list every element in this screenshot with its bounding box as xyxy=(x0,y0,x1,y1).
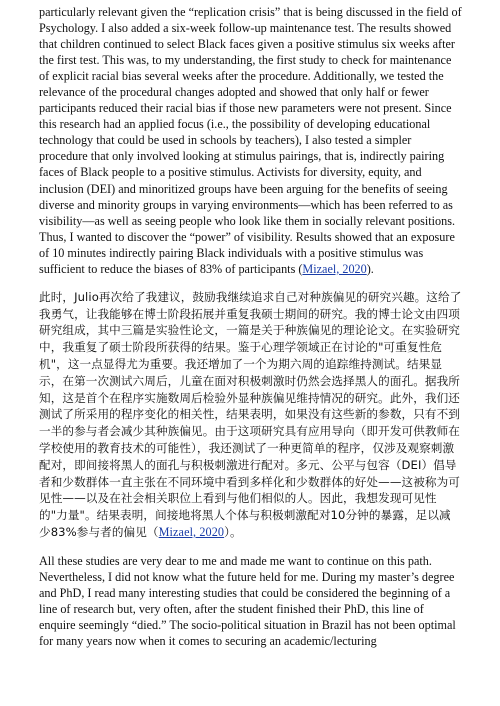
paragraph-spacer xyxy=(39,541,462,553)
paragraph-2-tail: ）。 xyxy=(224,524,242,539)
paragraph-1-tail: ). xyxy=(366,261,374,276)
paragraph-chinese xyxy=(39,289,462,541)
paragraph-3-text: All these studies are very dear to me and made me want to continue on this path. Nevertheless, I did not know what the future held for me. During my master’s degree and PhD, I read many interesting studies that could be considered the beginning of a line of research but, very often, after the student finished their PhD, this line of enquire seemingly “died.” The socio-political situation in Brazil has not been optimal for many years now when it comes to securing an academic/lecturing xyxy=(39,553,456,648)
paragraph-english-1 xyxy=(39,4,462,277)
citation-link-mizael-2020[interactable]: Mizael, 2020 xyxy=(302,261,367,276)
citation-link-mizael-2020-zh[interactable]: Mizael, 2020 xyxy=(158,524,225,539)
paragraph-2-text: 此时，Julio再次给了我建议，鼓励我继续追求自己对种族偏见的研究兴趣。这给了我勇气，让我能够在博士阶段拓展并重复我硕士期间的研究。我的博士论文由四项研究组成，其中三篇是实验性论文，一篇是关于种族偏见的理论论文。在实验研究中，我重复了硕士阶段所获得的结果。鉴于心理学领域正在讨论的"可重复性危机"，这一点显得尤为重要。我还增加了一个为期六周的追踪维持测试。结果显示，在第一次测试六周后，儿童在面对积极刺激时仍然会选择黑人的面孔。据我所知，这是首个在程序实施数周后检验外显种族偏见维持情况的研究。此外，我们还测试了所采用的程序变化的相关性，结果表明，如果没有这些新的参数，只有不到一半的参与者会减少其种族偏见。由于这项研究具有应用导向（即开发可供教师在学校使用的教育技术的可能性），我还测试了一种更简单的程序，仅涉及观察刺激配对，即间接将黑人的面孔与积极刺激进行配对。多元、公平与包容（DEI）倡导者和少数群体一直主张在不同环境中看到多样化和少数群体的好处——这被称为可见性——以及在社会相关职位上看到与他们相似的人。因此，我想发现可见性的"力量"。结果表明，间接地将黑人个体与积极刺激配对10分钟的暴露，足以减少83%参与者的偏见（ xyxy=(39,289,462,539)
paragraph-spacer xyxy=(39,277,462,289)
paragraph-english-2 xyxy=(39,553,462,649)
paragraph-1-text: particularly relevant given the “replication crisis” that is being discussed in the field of Psychology. I also added a six-week follow-up maintenance test. The results showed that children continued to select Black faces given a positive stimulus six weeks after the first test. This was, to my understanding, the first study to check for maintenance of explicit racial bias several weeks after the procedure. Additionally, we tested the relevance of the procedural changes adopted and showed that only half or fewer participants reduced their racial bias if those new parameters were not present. Since this research had an applied focus (i.e., the possibility of developing educational technology that could be used in schools by teachers), I also tested a simpler procedure that only involved looking at stimulus pairings, that is, indirectly pairing faces of Black people to a positive stimulus. Activists for diversity, equity, and inclusion (DEI) and minoritized groups have been arguing for the benefits of seeing diverse and minority groups in varying environments—which has been referred to as visibility—as well as seeing people who look like them in socially relevant positions. Thus, I wanted to discover the “power” of visibility. Results showed that an exposure of 10 minutes indirectly pairing Black individuals with a positive stimulus was sufficient to reduce the biases of 83% of participants ( xyxy=(39,5,462,276)
